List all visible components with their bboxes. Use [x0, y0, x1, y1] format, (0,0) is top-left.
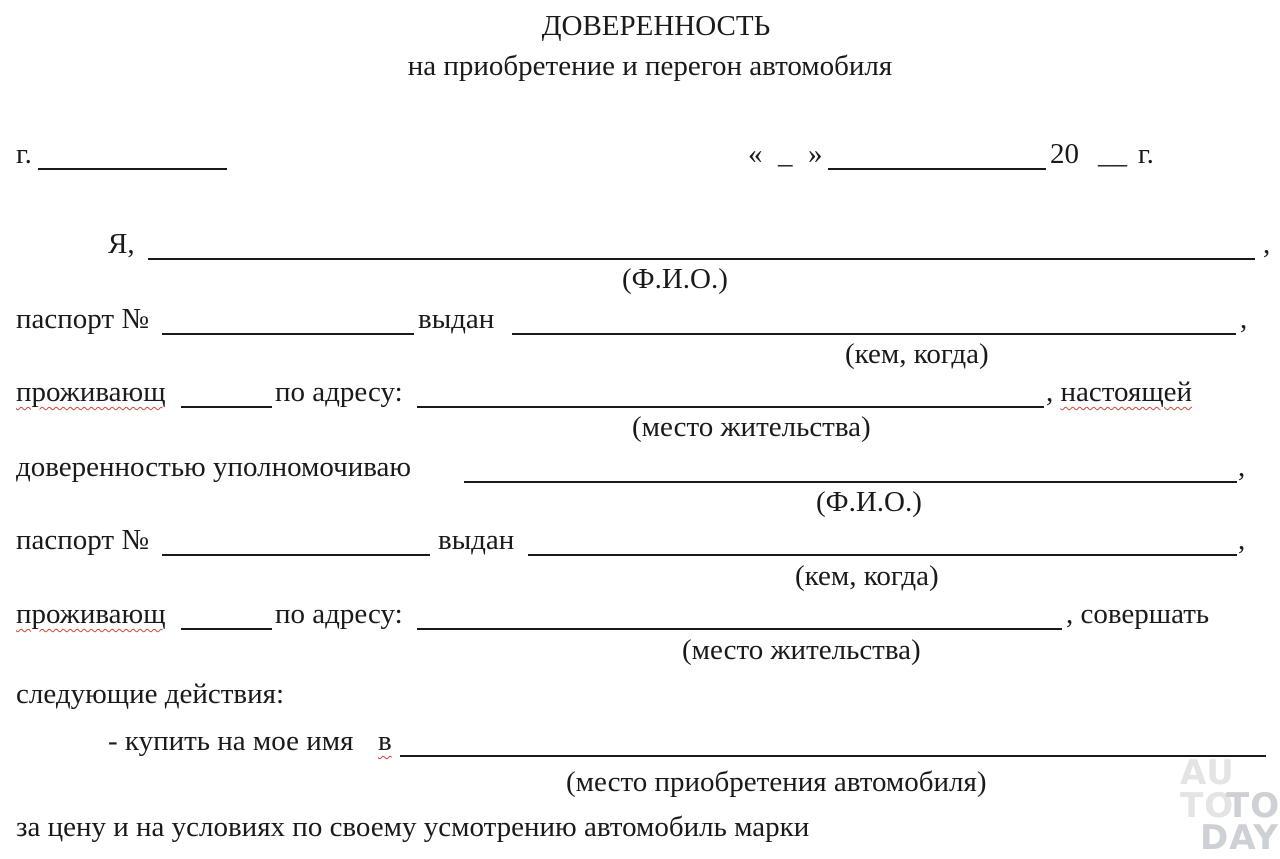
agent-address-field[interactable]	[417, 628, 1062, 630]
agent-authorize-label: доверенностью уполномочиваю	[16, 451, 412, 483]
principal-address-label: по адресу:	[275, 376, 403, 408]
purchase-place-field[interactable]	[400, 755, 1266, 757]
principal-i-word: Я,	[108, 228, 135, 260]
principal-passport-label: паспорт №	[16, 303, 149, 335]
actions-buy-label: - купить на мое имя	[108, 725, 354, 757]
principal-residing-word: проживающ	[16, 376, 166, 408]
date-year-blank[interactable]: __	[1098, 138, 1127, 170]
city-field[interactable]	[38, 168, 227, 170]
agent-issued-by-field[interactable]	[528, 554, 1237, 556]
principal-issued-hint: (кем, когда)	[845, 338, 989, 370]
agent-issued-comma: ,	[1238, 524, 1246, 556]
principal-fio-field[interactable]	[148, 258, 1255, 260]
principal-fio-hint: (Ф.И.О.)	[622, 263, 728, 295]
principal-fio-comma: ,	[1263, 228, 1271, 260]
watermark-line2b: TO	[1226, 786, 1280, 826]
agent-address-tail: , совершать	[1066, 598, 1210, 630]
principal-issued-comma: ,	[1240, 303, 1248, 335]
agent-residing-word: проживающ	[16, 598, 166, 630]
date-quote-close: »	[808, 138, 823, 170]
agent-address-label: по адресу:	[275, 598, 403, 630]
agent-fio-field[interactable]	[464, 481, 1237, 483]
watermark-line1: AU	[1180, 753, 1235, 793]
agent-passport-number-field[interactable]	[162, 554, 430, 556]
document-title: ДОВЕРЕННОСТЬ	[541, 10, 771, 42]
watermark-line2a: TO	[1180, 786, 1235, 826]
agent-issued-hint: (кем, когда)	[795, 560, 939, 592]
price-terms-text: за цену и на условиях по своему усмотрению автомобиль марки	[16, 811, 810, 843]
date-year-suffix: г.	[1138, 138, 1154, 170]
city-prefix: г.	[16, 138, 32, 170]
principal-residing-ending-field[interactable]	[181, 406, 272, 408]
date-year-prefix: 20	[1050, 138, 1079, 170]
document-subtitle: на приобретение и перегон автомобиля	[407, 50, 893, 82]
watermark-line3: DAY	[1200, 818, 1279, 858]
principal-residence-hint: (место жительства)	[632, 411, 871, 443]
principal-passport-number-field[interactable]	[162, 333, 414, 335]
agent-residence-hint: (место жительства)	[682, 634, 921, 666]
purchase-place-hint: (место приобретения автомобиля)	[566, 766, 987, 798]
principal-address-field[interactable]	[417, 406, 1044, 408]
actions-intro: следующие действия:	[16, 678, 285, 710]
principal-issued-by-field[interactable]	[512, 333, 1236, 335]
principal-address-tail-word: настоящей	[1060, 376, 1193, 408]
agent-issued-label: выдан	[438, 524, 515, 556]
principal-address-tail: , настоящей	[1046, 376, 1193, 408]
actions-buy-in: в	[378, 725, 392, 757]
date-quote-open: «	[748, 138, 763, 170]
date-month-field[interactable]	[828, 168, 1046, 170]
date-day-blank[interactable]: _	[778, 138, 793, 170]
agent-fio-hint: (Ф.И.О.)	[816, 486, 922, 518]
agent-fio-comma: ,	[1238, 451, 1246, 483]
agent-residing-ending-field[interactable]	[181, 628, 272, 630]
principal-issued-label: выдан	[418, 303, 495, 335]
agent-passport-label: паспорт №	[16, 524, 149, 556]
